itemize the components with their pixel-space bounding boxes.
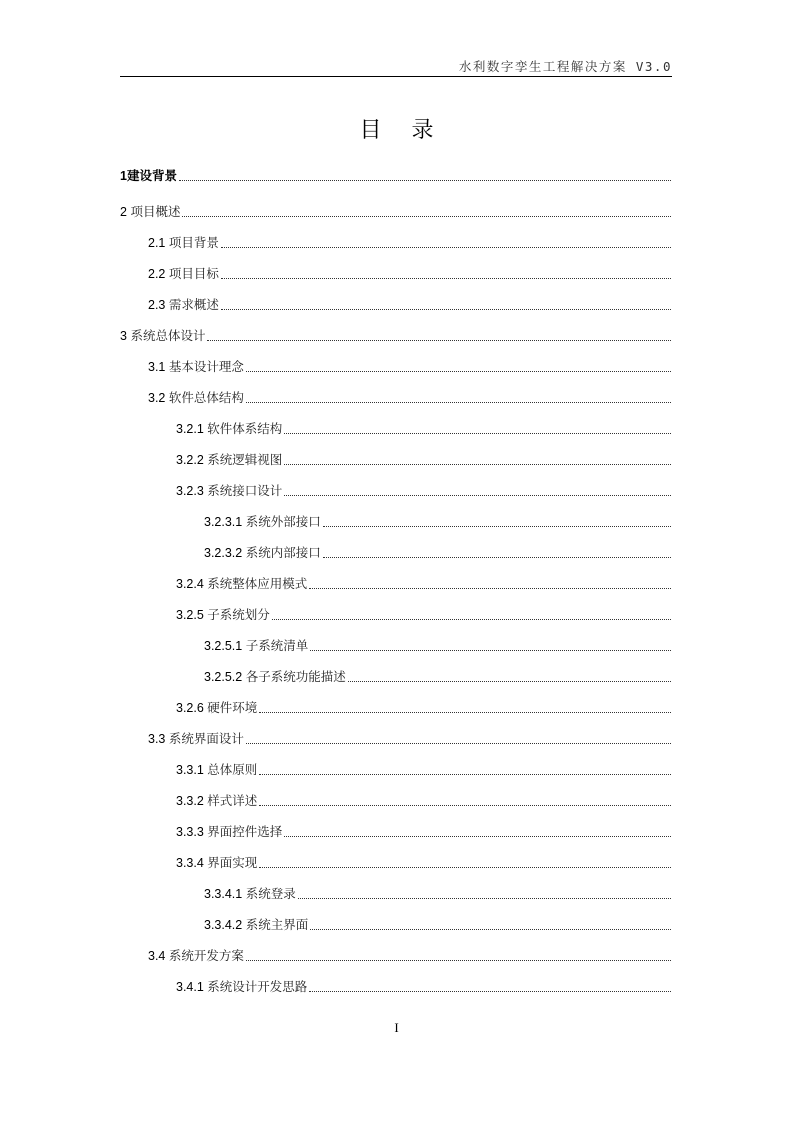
toc-entry-number: 3.2 — [148, 391, 169, 405]
toc-entry[interactable] — [204, 514, 672, 530]
toc-entry[interactable] — [204, 545, 672, 561]
toc-entry[interactable] — [204, 886, 672, 902]
toc-entry-number: 3.3.4.2 — [204, 918, 246, 932]
toc-entry-label: 总体原则 — [207, 763, 258, 777]
toc-entry[interactable] — [148, 948, 672, 964]
toc-entry-label: 系统接口设计 — [207, 484, 283, 498]
toc-entry-label: 系统总体设计 — [130, 329, 206, 343]
toc-entry-number: 3.2.1 — [176, 422, 208, 436]
toc-entry-label: 样式详述 — [207, 794, 258, 808]
toc-entry-number: 2.3 — [148, 298, 169, 312]
toc-entry-label: 界面控件选择 — [207, 825, 283, 839]
toc-entry-number: 3.3.3 — [176, 825, 208, 839]
toc-entry-number: 3.2.5.1 — [204, 639, 246, 653]
toc-entry[interactable] — [148, 731, 672, 747]
page-number: I — [394, 1020, 399, 1035]
toc-entry-number: 3.2.3.1 — [204, 515, 246, 529]
toc-entry-number: 1 — [120, 169, 127, 183]
dot-leader — [182, 216, 671, 217]
toc-entry[interactable] — [120, 168, 672, 184]
toc-entry-number: 3 — [120, 329, 131, 343]
toc-entry-number: 3.1 — [148, 360, 169, 374]
toc-entry[interactable] — [204, 917, 672, 933]
dot-leader — [259, 712, 671, 713]
dot-leader — [246, 402, 671, 403]
dot-leader — [284, 433, 671, 434]
toc-entry[interactable] — [148, 297, 672, 313]
toc-entry[interactable] — [120, 204, 672, 220]
toc-entry-number: 3.3 — [148, 732, 169, 746]
toc-entry-label: 界面实现 — [207, 856, 258, 870]
toc-entry-number: 3.3.4 — [176, 856, 208, 870]
toc-entry-number: 3.3.1 — [176, 763, 208, 777]
toc-entry-label: 基本设计理念 — [168, 360, 244, 374]
dot-leader — [323, 526, 671, 527]
dot-leader — [221, 278, 671, 279]
toc-title: 目 录 — [359, 117, 446, 142]
toc-entry-label: 子系统清单 — [245, 639, 309, 653]
toc-entry-number: 2.1 — [148, 236, 169, 250]
toc-entry[interactable] — [176, 452, 672, 468]
header-divider — [120, 76, 672, 77]
toc-entry-label: 软件总体结构 — [168, 391, 244, 405]
toc-entry-label: 系统外部接口 — [245, 515, 321, 529]
dot-leader — [298, 898, 671, 899]
toc-entry-number: 3.2.5 — [176, 608, 208, 622]
dot-leader — [272, 619, 671, 620]
dot-leader — [348, 681, 671, 682]
toc-entry[interactable] — [204, 638, 672, 654]
toc-entry[interactable] — [148, 359, 672, 375]
toc-entry-label: 项目概述 — [130, 205, 181, 219]
toc-entry[interactable] — [176, 700, 672, 716]
toc-entry[interactable] — [176, 576, 672, 592]
toc-entry-number: 3.2.5.2 — [204, 670, 246, 684]
toc-entry-label: 系统开发方案 — [168, 949, 244, 963]
toc-entry-number: 3.2.3 — [176, 484, 208, 498]
toc-entry-number: 3.4 — [148, 949, 169, 963]
toc-entry[interactable] — [204, 669, 672, 685]
toc-entry[interactable] — [176, 762, 672, 778]
toc-entry-label: 系统内部接口 — [245, 546, 321, 560]
toc-entry-label: 系统界面设计 — [168, 732, 244, 746]
toc-entry-number: 3.2.3.2 — [204, 546, 246, 560]
toc-entry-number: 2 — [120, 205, 131, 219]
toc-entry-label: 系统设计开发思路 — [207, 980, 308, 994]
dot-leader — [259, 867, 671, 868]
toc-entry-label: 系统逻辑视图 — [207, 453, 283, 467]
dot-leader — [284, 836, 671, 837]
toc-entry-number: 3.3.4.1 — [204, 887, 246, 901]
toc-entry[interactable] — [176, 793, 672, 809]
toc-entry-number: 3.4.1 — [176, 980, 208, 994]
dot-leader — [179, 180, 671, 181]
toc-entry[interactable] — [176, 979, 672, 995]
toc-entry-label: 各子系统功能描述 — [245, 670, 346, 684]
dot-leader — [284, 464, 671, 465]
dot-leader — [246, 371, 671, 372]
dot-leader — [309, 588, 671, 589]
toc-entry-number: 3.2.6 — [176, 701, 208, 715]
dot-leader — [207, 340, 671, 341]
dot-leader — [310, 650, 671, 651]
dot-leader — [259, 805, 671, 806]
dot-leader — [284, 495, 671, 496]
toc-entry[interactable] — [176, 855, 672, 871]
toc-entry[interactable] — [176, 607, 672, 623]
dot-leader — [221, 247, 671, 248]
dot-leader — [310, 929, 671, 930]
toc-entry[interactable] — [120, 328, 672, 344]
toc-entry-label: 系统登录 — [245, 887, 296, 901]
dot-leader — [259, 774, 671, 775]
toc-entry[interactable] — [176, 421, 672, 437]
toc-entry[interactable] — [176, 824, 672, 840]
toc-entry-label: 需求概述 — [168, 298, 219, 312]
dot-leader — [221, 309, 671, 310]
toc-entry-label: 系统主界面 — [245, 918, 309, 932]
toc-entry-label: 软件体系结构 — [207, 422, 283, 436]
dot-leader — [323, 557, 671, 558]
toc-entry-number: 3.2.4 — [176, 577, 208, 591]
dot-leader — [309, 991, 671, 992]
toc-entry-label: 项目目标 — [168, 267, 219, 281]
toc-entry-label: 系统整体应用模式 — [207, 577, 308, 591]
toc-entry[interactable] — [148, 390, 672, 406]
toc-entry[interactable] — [148, 266, 672, 282]
toc-entry-label: 建设背景 — [126, 169, 177, 183]
toc-entry-label: 子系统划分 — [207, 608, 270, 622]
dot-leader — [246, 960, 671, 961]
toc-entry-number: 3.2.2 — [176, 453, 208, 467]
toc-entry[interactable] — [148, 235, 672, 251]
toc-entry-label: 项目背景 — [168, 236, 219, 250]
page-header-title: 水利数字孪生工程解决方案 V3.0 — [458, 59, 672, 74]
toc-entry[interactable] — [176, 483, 672, 499]
toc-entry-number: 2.2 — [148, 267, 169, 281]
toc-entry-number: 3.3.2 — [176, 794, 208, 808]
dot-leader — [246, 743, 671, 744]
toc-entry-label: 硬件环境 — [207, 701, 258, 715]
